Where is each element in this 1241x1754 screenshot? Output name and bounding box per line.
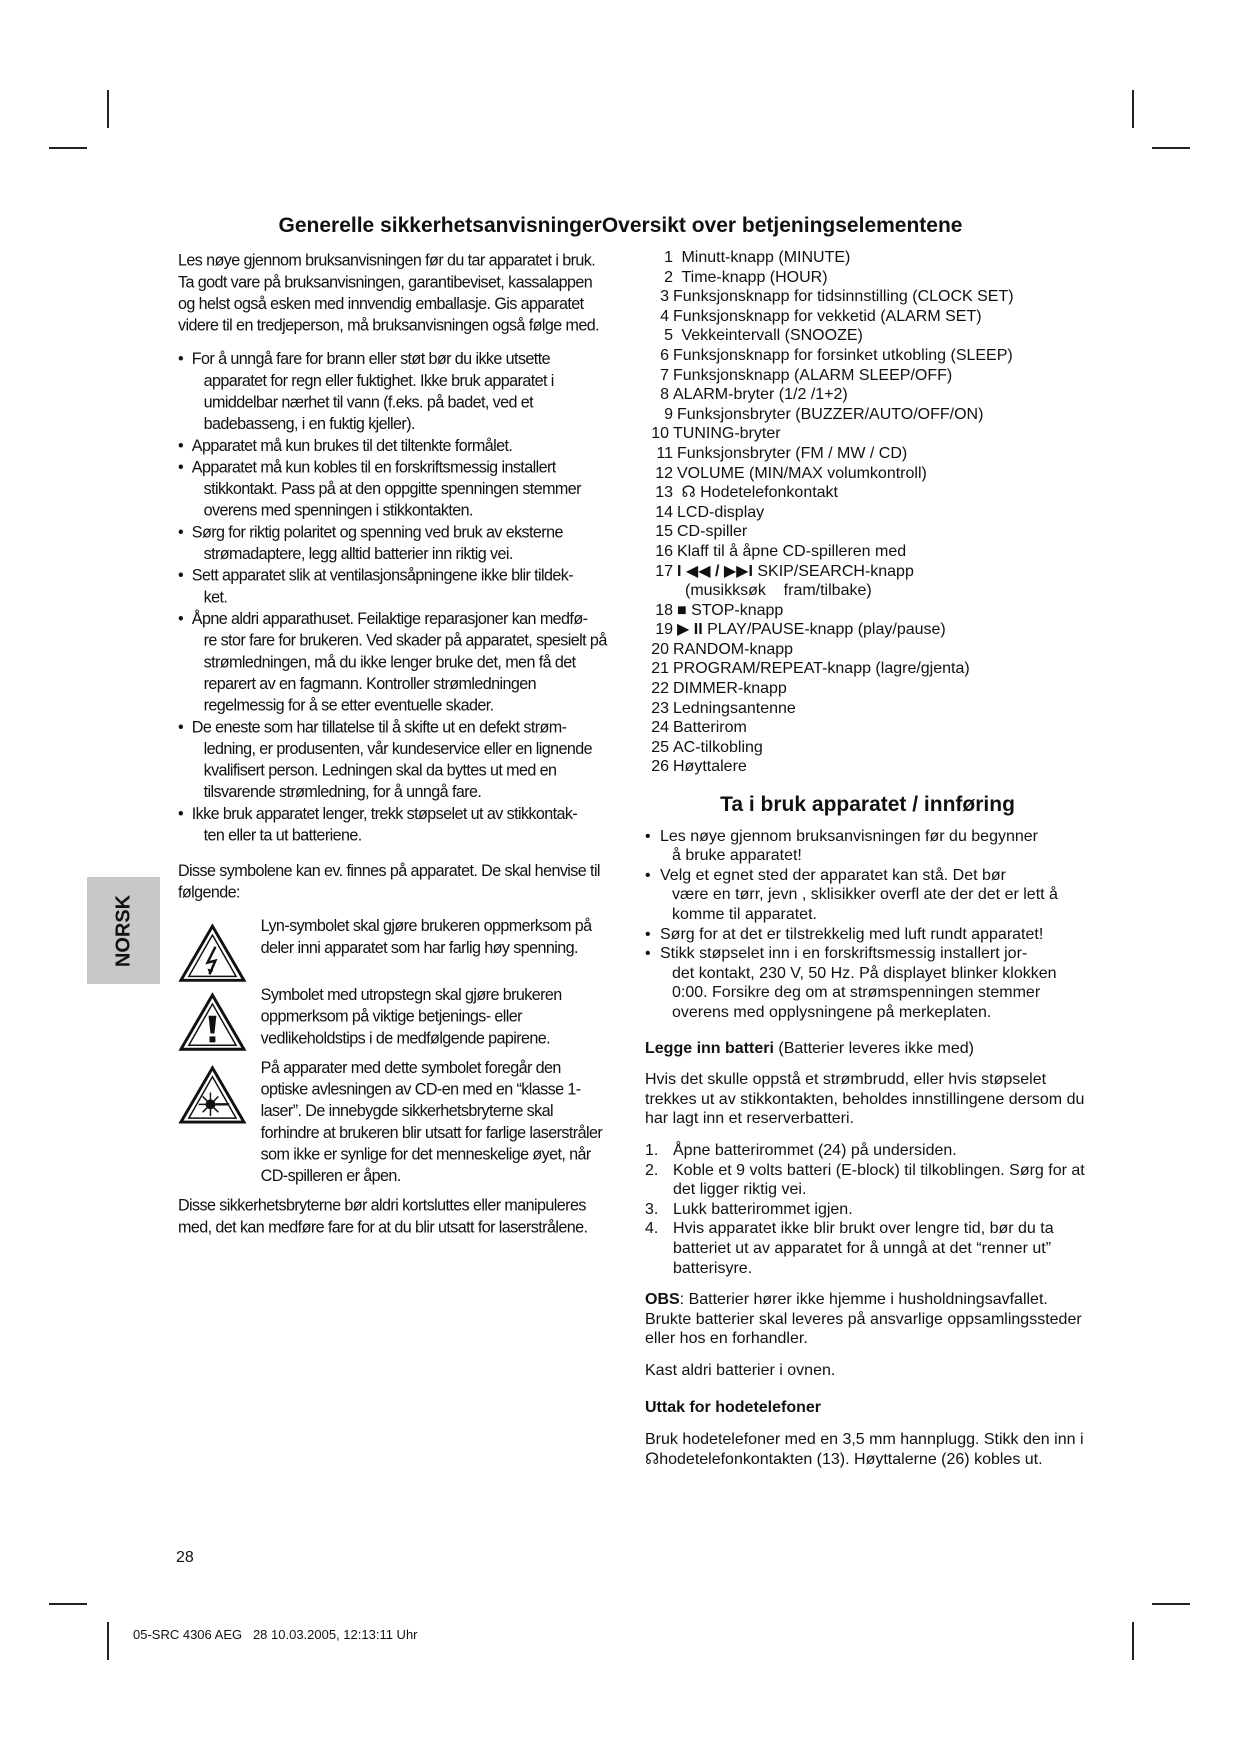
item-label: DIMMER-knapp [673, 680, 787, 698]
intro-paragraph: Les nøye gjennom bruksanvisningen før du tar apparatet i bruk. Ta godt vare på bruksanvisningen, garantibeviset, kassalappen og helst også esken med innvendig emballasje. Gis apparatet videre til en tredjeperson, må bruksanvisningen også følge med. [178, 251, 600, 335]
item-label: Funksjonsbryter (BUZZER/AUTO/OFF/ON) [677, 405, 984, 423]
bullet-text-continued: stikkontakt. Pass på at den oppgitte spenningen stemmer overens med spenningen i stikkontakten. [203, 480, 581, 520]
stop-icon: ■ [677, 601, 687, 619]
crop-mark [1152, 1603, 1190, 1605]
bullet-text-continued: å bruke apparatet! [672, 847, 802, 865]
item-label: ALARM-bryter (1/2 /1+2) [673, 386, 848, 404]
language-tab-label: NORSK [112, 894, 134, 967]
bullet-text: Les nøye gjennom bruksanvisningen før du begynner [660, 827, 1038, 845]
list-item [645, 944, 1090, 1022]
step-number: 2. [645, 1161, 659, 1179]
list-item [645, 444, 1090, 464]
list-item [178, 803, 607, 846]
step-text: Hvis apparatet ikke blir brukt over lengre tid, bør du ta batteriet ut av apparatet for å unngå at det “renner ut” batterisyre. [673, 1220, 1054, 1277]
item-label: Høyttalere [673, 758, 747, 776]
list-item [645, 346, 1090, 366]
item-label: Funksjonsknapp for forsinket utkobling (SLEEP) [673, 346, 1013, 364]
bullet-dot: • [645, 945, 651, 963]
list-item [645, 405, 1090, 425]
item-label: RANDOM-knapp [673, 640, 794, 658]
item-number: 19 [655, 621, 673, 639]
item-label: Ledningsantenne [673, 699, 796, 717]
item-number: 3 [660, 288, 669, 306]
list-item [645, 925, 1090, 945]
step-number: 3. [645, 1200, 659, 1218]
play-pause-icon: ▶ II [677, 621, 703, 639]
item-number: 26 [651, 758, 669, 776]
item-number: 10 [651, 425, 669, 443]
exclamation-warning-icon [178, 992, 247, 1053]
list-item [645, 307, 1090, 327]
item-label: PROGRAM/REPEAT-knapp (lagre/gjenta) [673, 660, 970, 678]
symbols-intro: Disse symbolene kan ev. finnes på apparatet. De skal henvise til følgende: [178, 862, 600, 902]
bullet-dot: • [178, 523, 184, 542]
bullet-text: Sørg for riktig polaritet og spenning ved bruk av eksterne [191, 523, 563, 542]
item-label: CD-spiller [677, 523, 748, 541]
item-number: 11 [656, 444, 673, 462]
battery-heading: Legge inn batteri [645, 1039, 774, 1057]
closing-paragraph: Disse sikkerhetsbryterne bør aldri kortsluttes eller manipuleres med, det kan medføre fare for at du blir utsatt for laserstrålene. [178, 1196, 588, 1237]
bullet-dot: • [645, 925, 651, 943]
item-label: TUNING-bryter [673, 425, 781, 443]
list-item [178, 565, 607, 608]
list-item [178, 522, 607, 565]
list-item [645, 483, 1090, 503]
item-number: 14 [655, 503, 673, 521]
bullet-dot: • [178, 350, 184, 369]
page-title: Generelle sikkerhetsanvisningerOversikt over betjeningselementene [278, 214, 963, 237]
headphones-paragraph [645, 1430, 1090, 1469]
bullet-text-continued: det kontakt, 230 V, 50 Hz. På displayet blinker klokken 0:00. Forsikre deg om at strømspenningen stemmer overens med opplysningene på merkeplaten. [672, 964, 1057, 1021]
safety-bullet-list [178, 348, 607, 846]
bullet-dot: • [178, 566, 184, 585]
crop-mark [49, 1603, 87, 1605]
list-item [645, 679, 1090, 699]
list-item [645, 326, 1090, 346]
list-item [645, 385, 1090, 405]
item-number: 18 [655, 601, 673, 619]
item-number: 1 [664, 249, 673, 266]
bullet-dot: • [178, 610, 184, 628]
page-number: 28 [176, 1549, 194, 1566]
list-item [645, 1219, 1090, 1278]
bullet-text: Sett apparatet slik at ventilasjonsåpningene ikke blir tildek- [191, 566, 574, 585]
symbol-description: Lyn-symbolet skal gjøre brukeren oppmerksom på deler inni apparatet som har farlig høy spenning. [260, 917, 592, 957]
list-item [645, 248, 1090, 268]
step-text: Lukk batterirommet igjen. [673, 1200, 853, 1218]
safety-column [178, 250, 607, 1250]
item-number: 17 [655, 562, 673, 580]
bullet-text-continued: ket. [203, 588, 228, 607]
list-item [645, 866, 1090, 925]
item-label: STOP-knapp [691, 601, 784, 619]
item-sublabel: (musikksøk fram/tilbake) [685, 582, 872, 600]
battery-note: (Batterier leveres ikke med) [778, 1039, 974, 1057]
item-label: Funksjonsknapp for vekketid (ALARM SET) [673, 307, 982, 325]
crop-mark [107, 90, 109, 128]
bullet-text: Ikke bruk apparatet lenger, trekk støpselet ut av stikkontak- [191, 805, 578, 823]
item-number: 12 [655, 464, 673, 482]
list-item [645, 503, 1090, 523]
symbol-exclamation-row [178, 984, 607, 1049]
list-item-continued [645, 581, 1090, 601]
headphones-heading [645, 1398, 1090, 1418]
fire-warning: Kast aldri batterier i ovnen. [645, 1361, 836, 1379]
item-label: VOLUME (MIN/MAX volumkontroll) [677, 464, 927, 482]
item-label: Funksjonsknapp for tidsinnstilling (CLOCK SET) [673, 288, 1014, 306]
item-label: Time-knapp (HOUR) [681, 268, 828, 286]
bullet-text-continued: re stor fare for brukeren. Ved skader på apparatet, spesielt på strømledningen, må du ikke lenger bruke det, men få det reparert av en fagmann. Kontroller strømledningen regelmessig for å se etter eventuelle skader. [203, 631, 607, 715]
bullet-text-continued: ten eller ta ut batteriene. [203, 826, 362, 845]
symbol-lightning-row [178, 915, 607, 976]
bullet-dot: • [178, 437, 184, 455]
bullet-dot: • [178, 718, 184, 737]
symbol-description: På apparater med dette symbolet foregår den optiske avlesningen av CD-en med en “klasse 1-laser”. De innebygde sikkerhetsbryterne skal forhindre at brukeren blir utsatt for farlige laserstråler som ikke er synlige for det menneskelige øyet, når CD-spilleren er åpen. [260, 1059, 603, 1186]
list-item [645, 542, 1090, 562]
headphones-heading-text: Uttak for hodetelefoner [645, 1399, 822, 1417]
list-item [645, 562, 1090, 582]
list-item [178, 608, 607, 716]
list-item [645, 1141, 1090, 1161]
list-item [645, 366, 1090, 386]
crop-mark [1152, 147, 1190, 149]
setup-bullet-list [645, 827, 1090, 1023]
headphone-icon: ☊ [645, 1450, 660, 1468]
item-label: Funksjonsknapp (ALARM SLEEP/OFF) [673, 366, 953, 384]
bullet-text: Velg et egnet sted der apparatet kan stå. Det bør [660, 866, 1006, 884]
bullet-text-continued: ledning, er produsenten, vår kundeservice eller en lignende kvalifisert person. Ledningen skal da byttes ut med en tilsvarende strømledning, for å unngå fare. [203, 740, 593, 802]
list-item [645, 424, 1090, 444]
item-label: PLAY/PAUSE-knapp (play/pause) [707, 621, 946, 639]
headphones-text: Bruk hodetelefoner med en 3,5 mm hannplugg. Stikk den inn i [645, 1431, 1084, 1449]
obs-text: : Batterier hører ikke hjemme i husholdningsavfallet. Brukte batterier skal leveres på ansvarlige oppsamlingssteder eller hos en forhandler. [645, 1291, 1082, 1348]
item-number: 9 [664, 405, 673, 423]
item-number: 20 [651, 640, 669, 658]
item-number: 2 [664, 268, 673, 286]
headphones-text-continued: hodetelefonkontakten (13). Høyttalerne (26) kobles ut. [659, 1450, 1043, 1468]
bullet-text-continued: være en tørr, jevn , sklisikker overfl ate der det er lett å komme til apparatet. [672, 886, 1058, 923]
bullet-dot: • [178, 458, 184, 477]
item-number: 24 [651, 719, 669, 737]
headphone-icon: ☊ [681, 484, 696, 502]
item-number: 5 [664, 327, 673, 345]
list-item [645, 757, 1090, 777]
skip-search-symbols: I ◀◀ / ▶▶I [677, 562, 753, 580]
step-text: Koble et 9 volts batteri (E-block) til tilkoblingen. Sørg for at det ligger riktig vei. [673, 1161, 1085, 1199]
bullet-text: Stikk støpselet inn i en forskriftsmessig installert jor- [660, 945, 1028, 963]
item-label: Klaff til å åpne CD-spilleren med [677, 542, 907, 560]
item-label: Vekkeintervall (SNOOZE) [681, 327, 863, 345]
list-item [645, 659, 1090, 679]
bullet-text: De eneste som har tillatelse til å skifte ut en defekt strøm- [191, 718, 567, 737]
item-label: AC-tilkobling [673, 738, 763, 756]
crop-mark [49, 147, 87, 149]
bullet-dot: • [645, 827, 651, 845]
item-number: 7 [660, 366, 669, 384]
section-title: Ta i bruk apparatet / innføring [720, 793, 1015, 817]
controls-list [645, 248, 1090, 777]
obs-label: OBS [645, 1291, 680, 1309]
item-label: Funksjonsbryter (FM / MW / CD) [677, 444, 908, 462]
list-item [178, 457, 607, 522]
list-item [645, 620, 1090, 640]
item-number: 16 [655, 542, 673, 560]
list-item [645, 827, 1090, 866]
controls-column [645, 248, 1090, 1481]
bullet-text: For å unngå fare for brann eller støt bør du ikke utsette [191, 350, 550, 369]
symbol-description: Symbolet med utropstegn skal gjøre brukeren oppmerksom på viktige betjenings- eller vedlikeholdstips i de medfølgende papirene. [260, 986, 562, 1048]
print-footer: 05-SRC 4306 AEG 28 10.03.2005, 12:13:11 Uhr [133, 1627, 418, 1642]
symbol-laser-row [178, 1057, 607, 1187]
item-number: 21 [651, 660, 669, 678]
list-item [645, 287, 1090, 307]
crop-mark [1132, 90, 1134, 128]
lightning-warning-icon [178, 923, 247, 984]
list-item [178, 348, 607, 435]
item-label: Minutt-knapp (MINUTE) [681, 249, 851, 266]
list-item [645, 699, 1090, 719]
battery-heading-line [645, 1039, 1090, 1059]
crop-mark [107, 1622, 109, 1660]
bullet-text-continued: strømadaptere, legg alltid batterier inn riktig vei. [203, 545, 513, 563]
item-label: SKIP/SEARCH-knapp [757, 562, 914, 580]
step-text: Åpne batterirommet (24) på undersiden. [673, 1141, 957, 1159]
item-label: Hodetelefonkontakt [700, 484, 838, 502]
list-item [645, 718, 1090, 738]
list-item [645, 1200, 1090, 1220]
list-item [645, 601, 1090, 621]
bullet-text: Apparatet må kun kobles til en forskriftsmessig installert [191, 458, 556, 477]
bullet-text: Sørg for at det er tilstrekkelig med luft rundt apparatet! [660, 925, 1044, 943]
list-item [645, 522, 1090, 542]
list-item [178, 435, 607, 457]
step-number: 4. [645, 1220, 659, 1238]
item-number: 13 [655, 484, 673, 502]
language-tab [87, 877, 160, 984]
item-label: LCD-display [677, 503, 765, 521]
list-item [645, 738, 1090, 758]
item-number: 22 [651, 680, 669, 698]
step-number: 1. [645, 1141, 659, 1159]
obs-paragraph [645, 1290, 1090, 1349]
bullet-text: Åpne aldri apparathuset. Feilaktige reparasjoner kan medfø- [191, 610, 588, 628]
list-item [645, 1161, 1090, 1200]
item-number: 15 [655, 523, 673, 541]
list-item [645, 464, 1090, 484]
bullet-text: Apparatet må kun brukes til det tiltenkte formålet. [191, 437, 513, 455]
item-number: 25 [651, 738, 669, 756]
laser-warning-icon [178, 1065, 247, 1126]
list-item [645, 268, 1090, 288]
bullet-text-continued: apparatet for regn eller fuktighet. Ikke bruk apparatet i umiddelbar nærhet til vann (f.eks. på badet, ved et badebasseng, i en fuktig kjeller). [203, 372, 554, 434]
item-number: 23 [651, 699, 669, 717]
battery-intro: Hvis det skulle oppstå et strømbrudd, eller hvis støpselet trekkes ut av stikkontakten, beholdes innstillingene dersom du har lagt inn et reserverbatteri. [645, 1071, 1085, 1128]
bullet-dot: • [645, 866, 651, 884]
list-item [178, 717, 607, 804]
item-number: 4 [660, 307, 669, 325]
battery-steps [645, 1141, 1090, 1278]
bullet-dot: • [178, 805, 184, 823]
item-label: Batterirom [673, 719, 747, 737]
list-item [645, 640, 1090, 660]
item-number: 6 [660, 346, 669, 364]
item-number: 8 [660, 386, 669, 404]
crop-mark [1132, 1622, 1134, 1660]
